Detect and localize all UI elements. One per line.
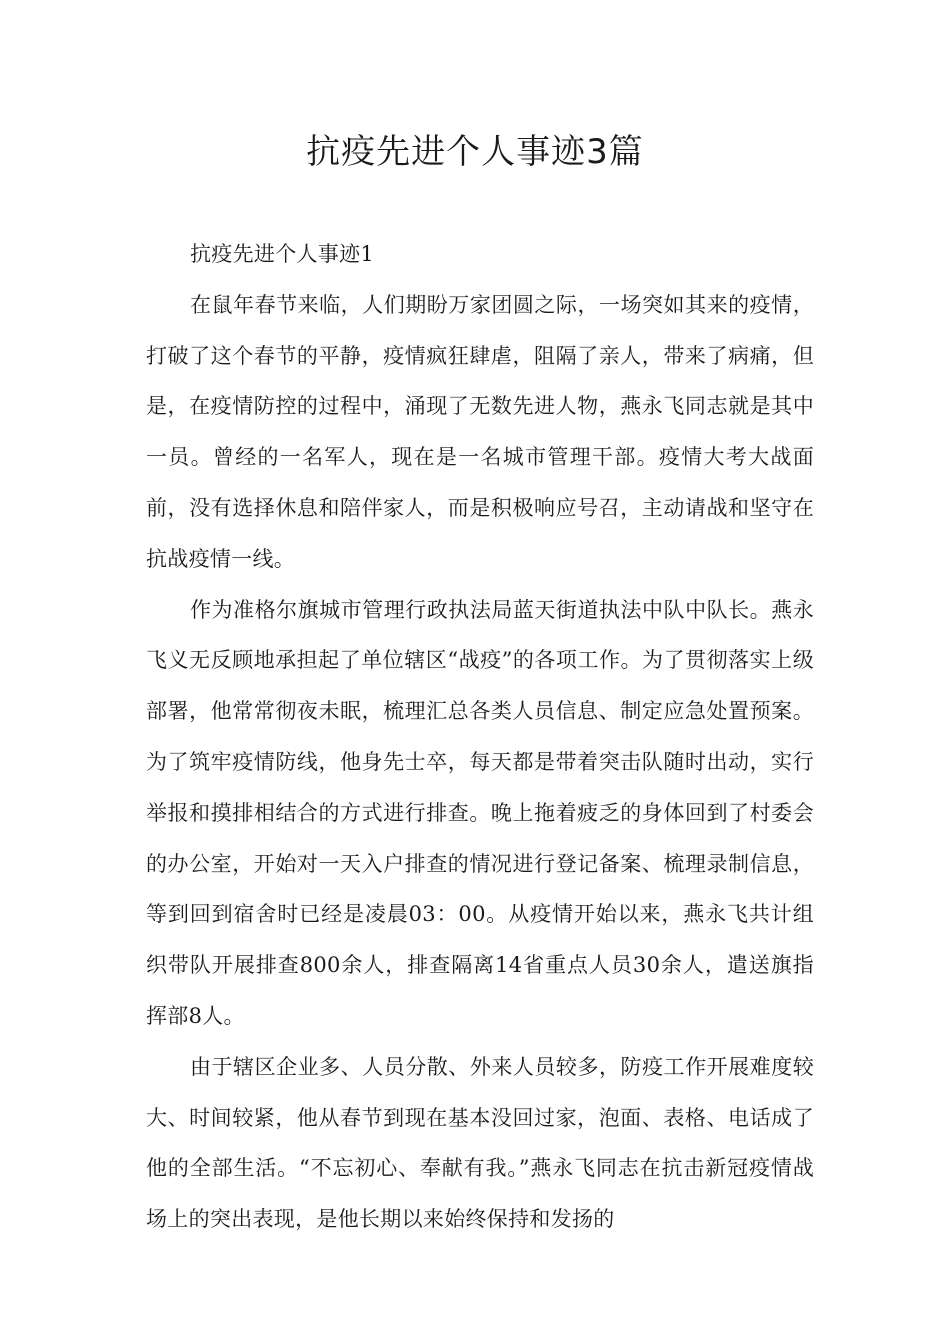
paragraph: 作为准格尔旗城市管理行政执法局蓝天街道执法中队中队长。燕永飞义无反顾地承担起了单位辖区“战疫”的各项工作。为了贯彻落实上级部署，他常常彻夜未眠，梳理汇总各类人员信息、制定应急处置预案。为了筑牢疫情防线，他身先士卒，每天都是带着突击队随时出动，实行举报和摸排相结合的方式进行排查。晚上拖着疲乏的身体回到了村委会的办公室，开始对一天入户排查的情况进行登记备案、梳理录制信息，等到回到宿舍时已经是凌晨03：00。从疫情开始以来，燕永飞共计组织带队开展排查800余人，排查隔离14省重点人员30余人，遣送旗指挥部8人。 <box>146 597 814 1028</box>
document-body <box>146 229 814 1245</box>
document-title: 抗疫先进个人事迹3篇 <box>306 132 644 172</box>
paragraph: 由于辖区企业多、人员分散、外来人员较多，防疫工作开展难度较大、时间较紧，他从春节到现在基本没回过家，泡面、表格、电话成了他的全部生活。“不忘初心、奉献有我。”燕永飞同志在抗击新冠疫情战场上的突出表现，是他长期以来始终保持和发扬的 <box>146 1054 814 1232</box>
section-heading: 抗疫先进个人事迹1 <box>190 242 375 266</box>
paragraph: 在鼠年春节来临，人们期盼万家团圆之际，一场突如其来的疫情，打破了这个春节的平静，疫情疯狂肆虐，阻隔了亲人，带来了病痛，但是，在疫情防控的过程中，涌现了无数先进人物，燕永飞同志就是其中一员。曾经的一名军人，现在是一名城市管理干部。疫情大考大战面前，没有选择休息和陪伴家人，而是积极响应号召，主动请战和坚守在抗战疫情一线。 <box>146 292 814 571</box>
